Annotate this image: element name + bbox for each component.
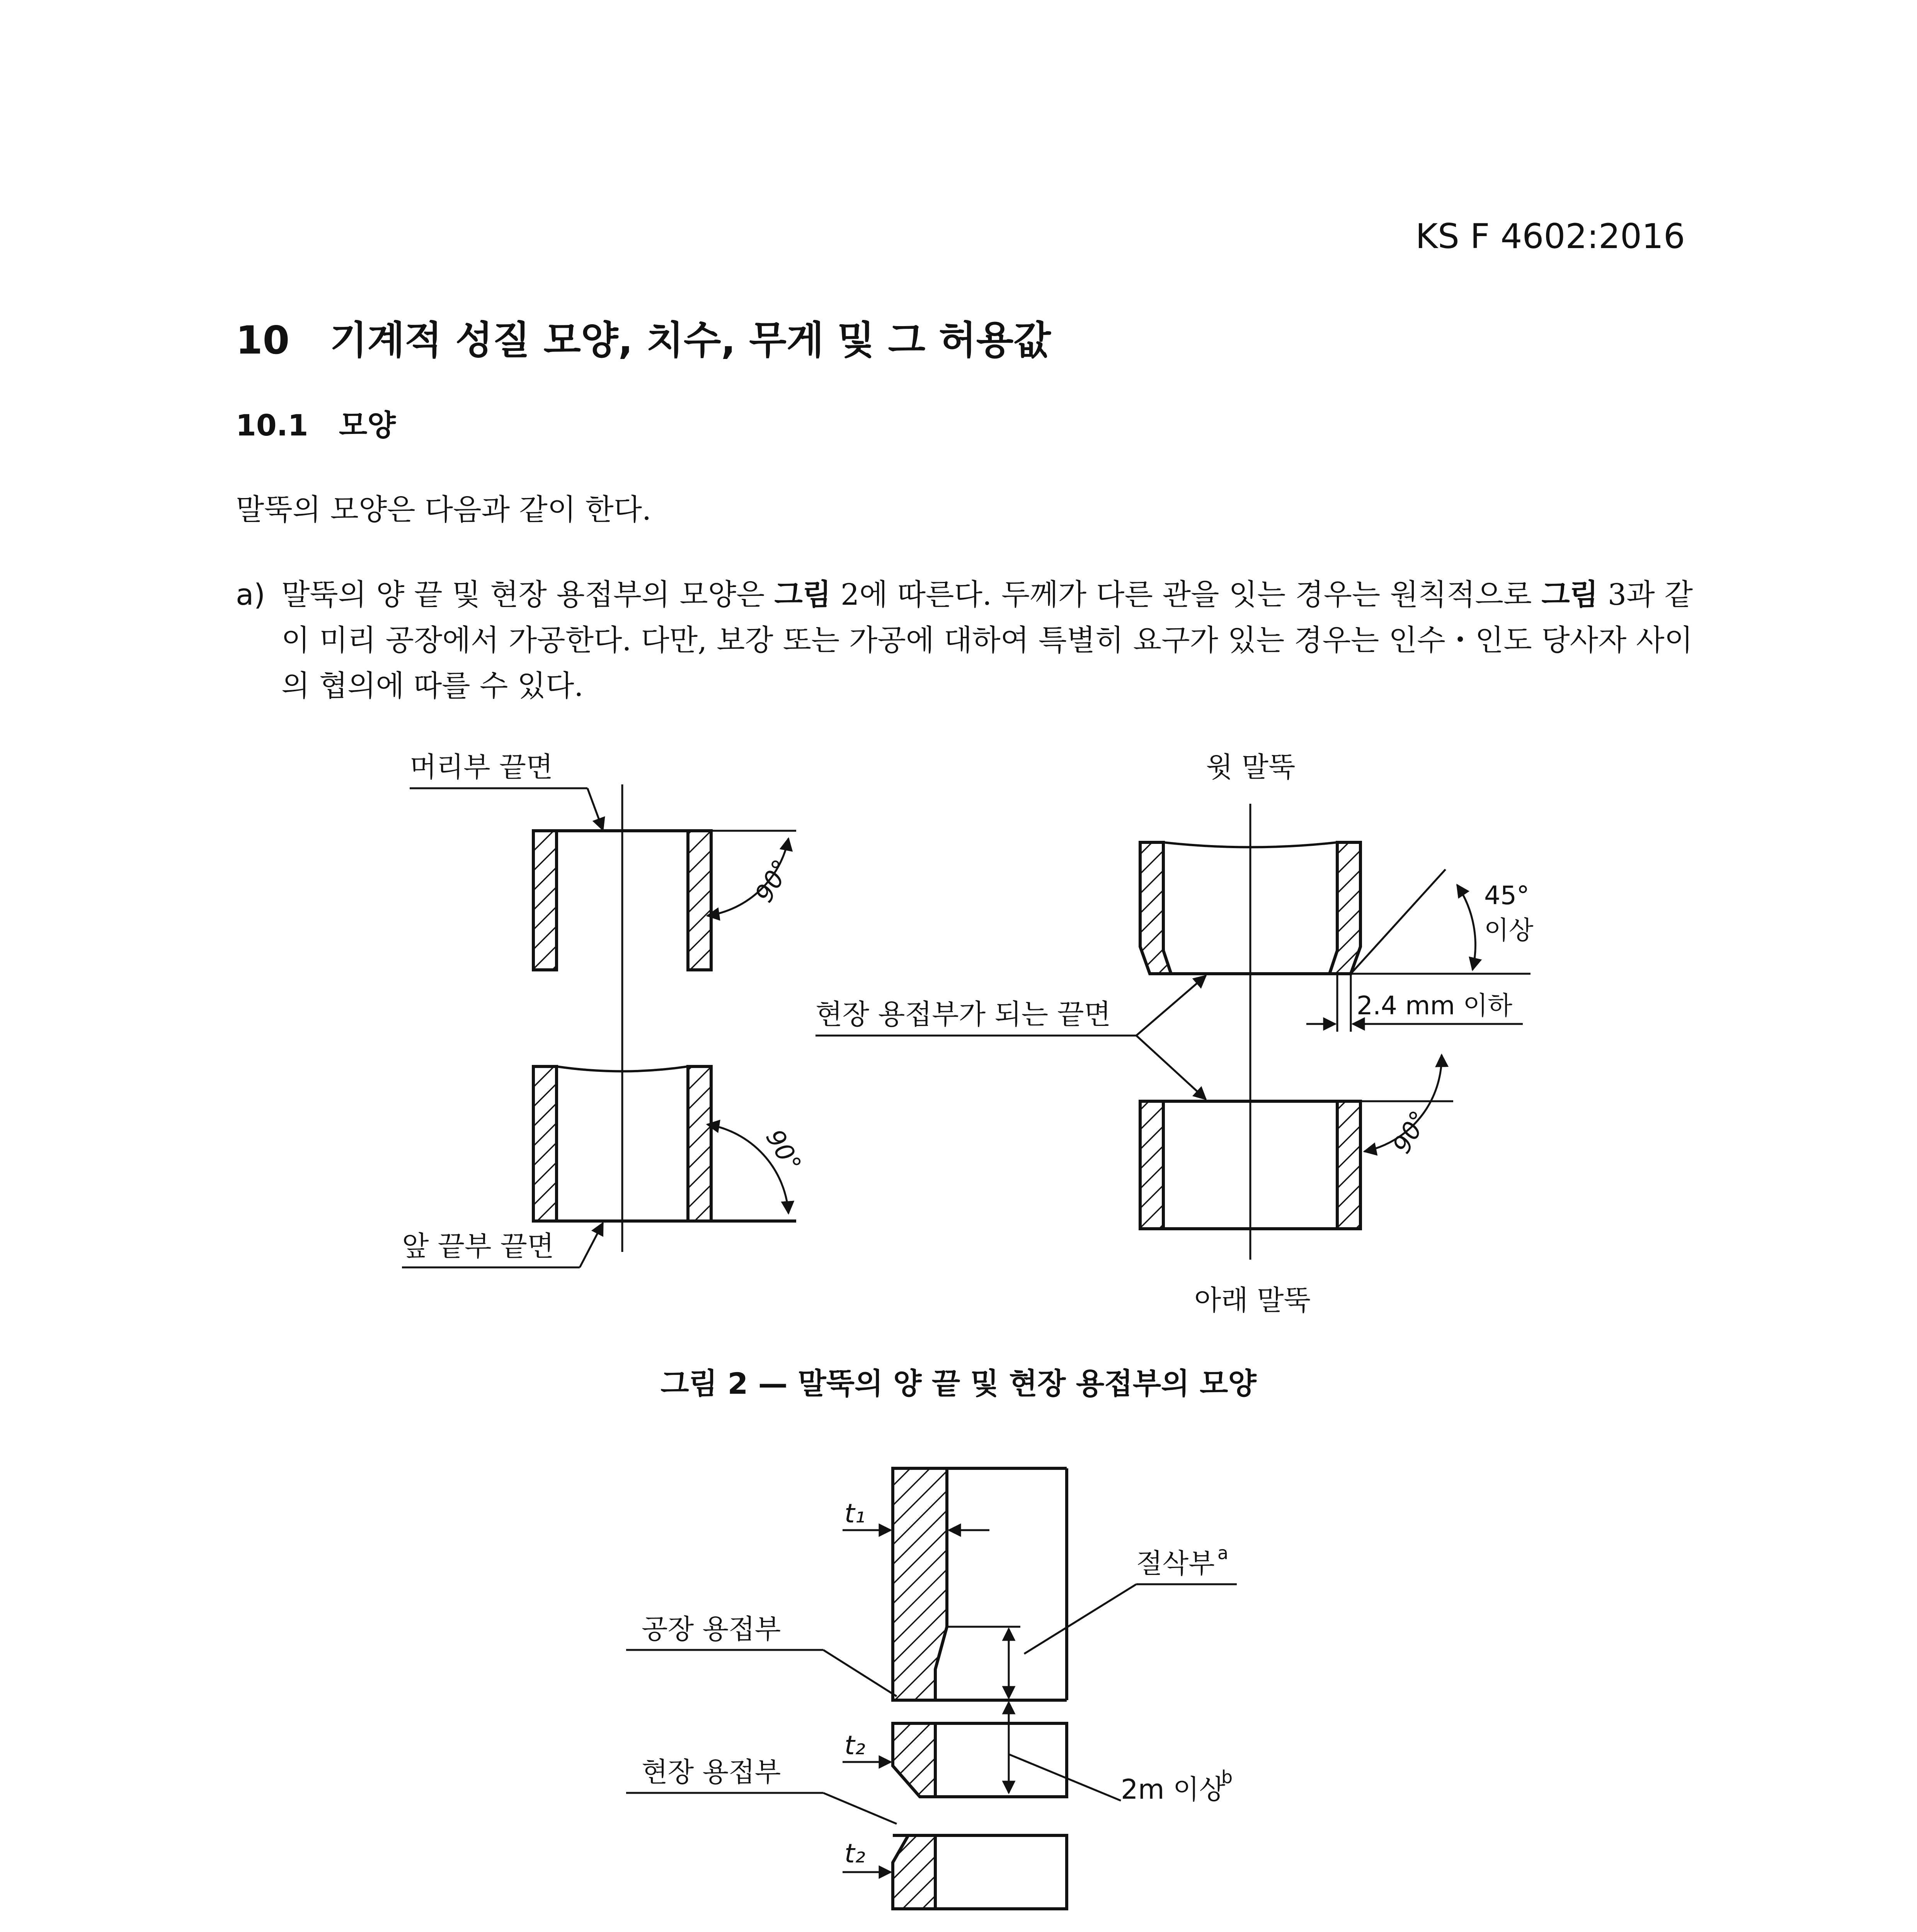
- thickness-t2-label: t₂: [844, 1838, 865, 1869]
- section-heading: [236, 309, 1051, 365]
- list-item-text: 말뚝의 양 끝 및 현장 용접부의 모양은 그림 2에 따른다. 두께가 다른 관을 잇는 경우는 원칙적으로 그림 3과 같이 미리 공장에서 가공한다. 다만, 보강 또는 가공에 대하여 특별히 요구가 있는 경우는 인수・인도 당사자 사이의 협의에 따를 수 있다.: [281, 577, 1693, 703]
- intro-paragraph: 말뚝의 모양은 다음과 같이 한다.: [236, 492, 652, 527]
- angle-45-label: 45°: [1484, 881, 1529, 910]
- angle-45-suffix: 이상: [1484, 915, 1534, 945]
- cut-section-label: 절삭부: [1136, 1548, 1215, 1579]
- subsection-heading: [236, 402, 396, 444]
- length-dimension-label: 2m 이상: [1121, 1774, 1226, 1805]
- tip-pipe-segment: [533, 1066, 796, 1221]
- head-end-label: 머리부 끝면: [410, 751, 553, 783]
- list-item-a: [236, 572, 1693, 709]
- document-code: KS F 4602:2016: [1415, 216, 1685, 256]
- thin-pipe-segment: [893, 1835, 1067, 1909]
- thickness-t1-label: t₁: [844, 1498, 865, 1529]
- figure-reference: 그림: [774, 577, 831, 612]
- angle-label: 90°: [1387, 1106, 1434, 1158]
- section-number: 10: [236, 318, 290, 363]
- footnote-mark-a: a: [1217, 1543, 1229, 1563]
- footnote-mark-b: b: [1221, 1767, 1233, 1787]
- figure-3-drawing: [0, 1453, 1917, 1932]
- thickness-t2-label: t₂: [844, 1730, 865, 1761]
- figure-2-drawing: [0, 734, 1917, 1337]
- angle-label: 90°: [749, 855, 797, 907]
- thick-pipe-segment: [893, 1468, 1067, 1700]
- figure-2-caption: 그림 2 — 말뚝의 양 끝 및 현장 용접부의 모양: [661, 1366, 1256, 1401]
- upper-pile-label: 윗 말뚝: [1206, 751, 1296, 783]
- section-title: 기계적 성질 모양, 치수, 무게 및 그 허용값: [330, 318, 1051, 363]
- factory-weld-label: 공장 용접부: [642, 1613, 781, 1645]
- thin-pipe-segment: [893, 1723, 1067, 1797]
- list-item-label: a): [236, 577, 266, 612]
- field-weld-label: 현장 용접부: [642, 1756, 781, 1788]
- front-end-label: 앞 끝부 끝면: [402, 1230, 554, 1262]
- subsection-title: 모양: [339, 408, 396, 442]
- lower-pile-label: 아래 말뚝: [1194, 1284, 1311, 1316]
- angle-label: 90°: [760, 1125, 807, 1177]
- field-weld-end-label: 현장 용접부가 되는 끝면: [815, 998, 1111, 1031]
- gap-dimension: 2.4 mm 이하: [1357, 991, 1513, 1020]
- figure-reference: 그림: [1541, 577, 1599, 612]
- subsection-number: 10.1: [236, 408, 308, 442]
